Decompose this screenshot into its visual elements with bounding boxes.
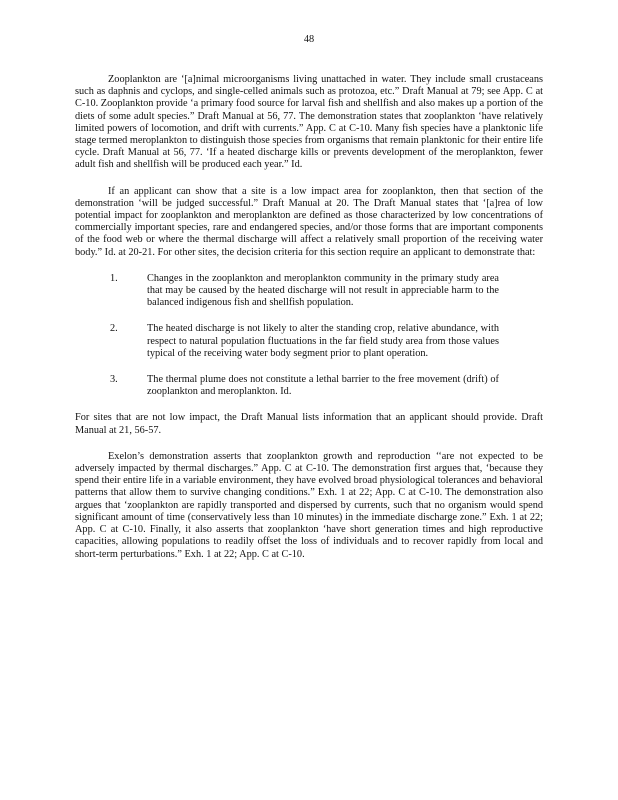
criteria-list: [75, 273, 543, 399]
paragraph-low-impact-criteria: If an applicant can show that a site is a low impact area for zooplankton, then that section of the demonstration ‘will be judged successful.” Draft Manual at 20. The Draft Manual states that ‘[a]rea of low potential impact for zooplankton and meroplankton are defined as those characterized by low concentrations of commercially important species, rare and endangered species, and/or those forms that are important components of the food web or where the thermal discharge will affect a relatively small proportion of the receiving water body.” Id. at 20-21. For other sites, the decision criteria for this section require an applicant to demonstrate that:: [75, 185, 543, 258]
list-item-number: 1.: [110, 272, 118, 284]
list-item-text: Changes in the zooplankton and meroplankton community in the primary study area that may be caused by the heated discharge will not result in appreciable harm to the balanced indigenous fish and shellfish population.: [147, 272, 499, 309]
list-item: [75, 374, 543, 398]
list-item: [75, 323, 543, 360]
list-item: [75, 273, 543, 310]
page-number: 48: [303, 34, 315, 45]
list-item-number: 3.: [110, 374, 118, 386]
list-item-text: The thermal plume does not constitute a lethal barrier to the free movement (drift) of zooplankton and meroplankton. Id.: [147, 374, 499, 398]
list-item-text: The heated discharge is not likely to alter the standing crop, relative abundance, with respect to natural population fluctuations in the far field study area from those values typical of the receiving water body segment prior to plant operation.: [147, 323, 499, 359]
paragraph-exelon-demonstration: Exelon’s demonstration asserts that zooplankton growth and reproduction ‘‘are not expected to be adversely impacted by thermal discharges.” App. C at C-10. The demonstration first argues that, ‘because they spend their entire life in a variable environment, they have evolved broad physiological tolerances and behavioral patterns that allow them to survive changing conditions.” Exh. 1 at 22; App. C at C-10. The demonstration also argues that ‘zooplankton are rapidly transported and dispersed by currents, such that no organism would spend significant amount of time (conservatively less than 10 minutes) in the immediate discharge zone.” Exh. 1 at 22; App. C at C-10. Finally, it also asserts that zooplankton ‘have short generation times and high reproductive capacities, allowing populations to readily offset the loss of individuals and to recover rapidly from local and short-term perturbations.” Exh. 1 at 22; App. C at C-10.: [75, 450, 543, 560]
paragraph-non-low-impact: For sites that are not low impact, the Draft Manual lists information that an applicant should provide. Draft Manual at 21, 56-57.: [75, 412, 543, 436]
paragraph-zooplankton-definition: Zooplankton are ‘[a]nimal microorganisms living unattached in water. They include small crustaceans such as daphnis and cyclops, and single-celled animals such as protozoa, etc.” Draft Manual at 79; see App. C at C-10. Zooplankton provide ‘a primary food source for larval fish and shellfish and also makes up a portion of the diets of some adult species.” Draft Manual at 56, 77. The demonstration states that zooplankton ‘have relatively limited powers of locomotion, and drift with currents.” App. C at C-10. Many fish species have a planktonic life stage termed meroplankton to distinguish those species from organisms that remain planktonic for their entire life cycle. Draft Manual at 56, 77. ‘If a heated discharge kills or prevents development of the meroplankton, fewer adult fish and shellfish will be produced each year.” Id.: [75, 74, 543, 171]
document-body: [75, 74, 543, 575]
list-item-number: 2.: [110, 323, 118, 335]
